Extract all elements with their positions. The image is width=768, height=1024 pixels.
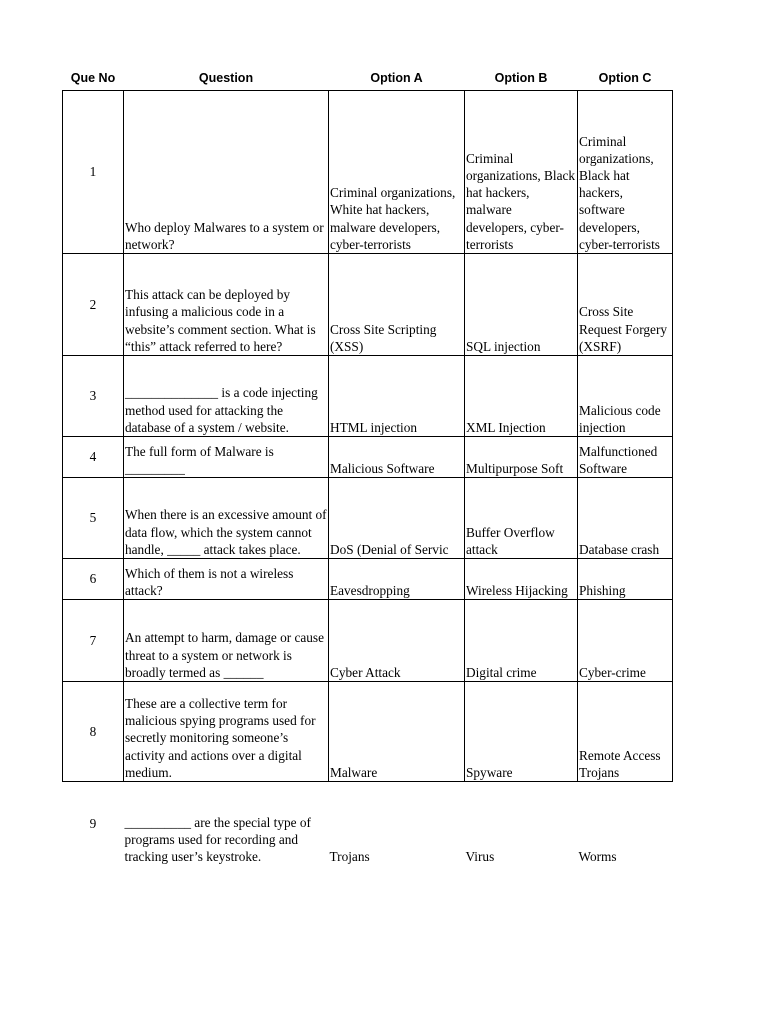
option-b: SQL injection	[465, 254, 578, 356]
question-text: These are a collective term for malicious spying programs used for secretly monitoring someone’s activity and actions over a digital medium.	[124, 682, 329, 782]
header-row	[63, 68, 673, 91]
question-text: The full form of Malware is _________	[124, 437, 329, 478]
option-a: Malware	[329, 682, 465, 782]
question-number: 2	[63, 254, 124, 356]
header-option-b: Option B	[465, 68, 578, 91]
option-b: Multipurpose Soft	[465, 437, 578, 478]
table-row	[63, 559, 673, 600]
option-b: XML Injection	[465, 356, 578, 437]
table-row	[63, 682, 673, 782]
option-c: Cyber-crime	[578, 600, 673, 682]
table-row	[63, 356, 673, 437]
option-c: Malicious code injection	[578, 356, 673, 437]
option-c: Database crash	[578, 478, 673, 559]
table-row	[63, 782, 673, 866]
question-number: 8	[63, 682, 124, 782]
question-text: When there is an excessive amount of data flow, which the system cannot handle, _____ attack takes place.	[124, 478, 329, 559]
question-number: 5	[63, 478, 124, 559]
table-row	[63, 600, 673, 682]
option-b: Criminal organizations, Black hat hackers, malware developers, cyber-terrorists	[465, 91, 578, 254]
table-row	[63, 437, 673, 478]
option-b: Spyware	[465, 682, 578, 782]
option-c: Worms	[578, 782, 673, 866]
table-row	[63, 91, 673, 254]
question-text: Who deploy Malwares to a system or network?	[124, 91, 329, 254]
option-a: Cross Site Scripting (XSS)	[329, 254, 465, 356]
option-c: Malfunctioned Software	[578, 437, 673, 478]
option-c: Cross Site Request Forgery (XSRF)	[578, 254, 673, 356]
option-c: Remote Access Trojans	[578, 682, 673, 782]
option-a: HTML injection	[329, 356, 465, 437]
option-a: Criminal organizations, White hat hackers, malware developers, cyber-terrorists	[329, 91, 465, 254]
table-row	[63, 254, 673, 356]
table-row	[63, 478, 673, 559]
option-a: Eavesdropping	[329, 559, 465, 600]
option-b: Digital crime	[465, 600, 578, 682]
option-c: Criminal organizations, Black hat hackers, software developers, cyber-terrorists	[578, 91, 673, 254]
question-number: 1	[63, 91, 124, 254]
question-number: 3	[63, 356, 124, 437]
option-a: Trojans	[329, 782, 465, 866]
option-c: Phishing	[578, 559, 673, 600]
question-number: 6	[63, 559, 124, 600]
option-b: Buffer Overflow attack	[465, 478, 578, 559]
header-option-a: Option A	[329, 68, 465, 91]
question-text: This attack can be deployed by infusing a malicious code in a website’s comment section. What is “this” attack referred to here?	[124, 254, 329, 356]
header-option-c: Option C	[578, 68, 673, 91]
quiz-sheet	[62, 68, 673, 866]
question-text: An attempt to harm, damage or cause threat to a system or network is broadly termed as ______	[124, 600, 329, 682]
question-text: ______________ is a code injecting method used for attacking the database of a system / website.	[124, 356, 329, 437]
option-b: Wireless Hijacking	[465, 559, 578, 600]
header-question: Question	[124, 68, 329, 91]
question-number: 9	[63, 782, 124, 866]
option-b: Virus	[465, 782, 578, 866]
question-text: __________ are the special type of programs used for recording and tracking user’s keystroke.	[124, 782, 329, 866]
option-a: DoS (Denial of Servic	[329, 478, 465, 559]
option-a: Cyber Attack	[329, 600, 465, 682]
quiz-table	[62, 68, 673, 866]
option-a: Malicious Software	[329, 437, 465, 478]
question-number: 7	[63, 600, 124, 682]
header-que-no: Que No	[63, 68, 124, 91]
question-text: Which of them is not a wireless attack?	[124, 559, 329, 600]
question-number: 4	[63, 437, 124, 478]
